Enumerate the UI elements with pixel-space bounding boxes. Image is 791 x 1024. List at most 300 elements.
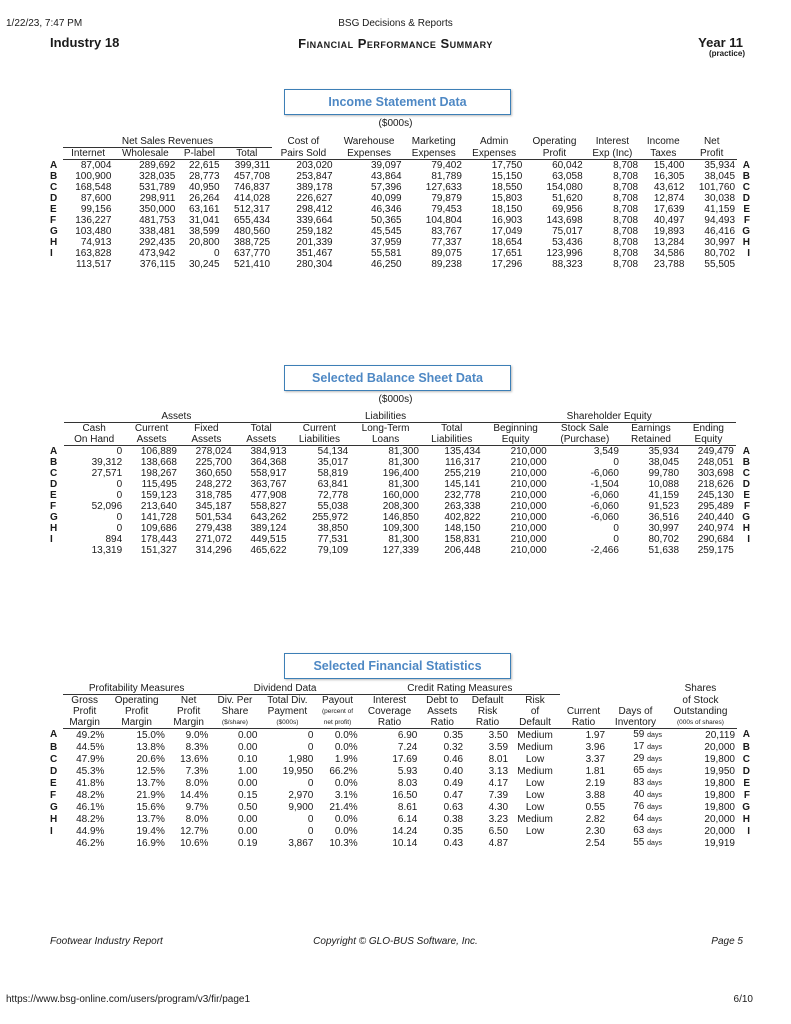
table-cell: 210,000 <box>510 490 547 501</box>
table-cell: 253,847 <box>296 171 333 182</box>
average-cell: 30,245 <box>188 259 220 270</box>
table-row <box>48 215 752 226</box>
table-cell: 0 <box>613 457 619 468</box>
net-sales-group: Net Sales Revenues <box>63 136 272 148</box>
table-cell: 148,150 <box>444 523 481 534</box>
table-cell: 0 <box>116 479 123 490</box>
table-cell: 77,337 <box>431 237 462 248</box>
table-cell: 75,017 <box>552 226 583 237</box>
table-cell: 0.0% <box>334 813 358 825</box>
table-cell: 0 <box>116 446 123 457</box>
table-cell: 350,000 <box>139 204 176 215</box>
average-cell: 259,175 <box>697 545 734 556</box>
table-cell: 136,227 <box>75 215 112 226</box>
col-head: Fixed <box>194 423 219 434</box>
table-cell: 41,159 <box>648 490 680 501</box>
table-cell: 44.9% <box>76 825 105 837</box>
table-row <box>48 171 752 182</box>
col-head: Pairs Sold <box>272 148 334 160</box>
table-cell: 20,800 <box>188 237 220 248</box>
col-head-unit: (percent of <box>321 708 354 715</box>
col-head: Retained <box>621 434 681 446</box>
spacer <box>737 717 752 729</box>
average-cell <box>607 837 664 849</box>
days-value: 40 <box>633 789 645 800</box>
row-label: I <box>50 825 53 837</box>
col-head: Stock Sale <box>560 423 609 434</box>
table-cell: 72,778 <box>317 490 349 501</box>
table-cell: 19,950 <box>282 765 314 777</box>
table-cell: 58,819 <box>317 468 349 479</box>
table-cell: 0 <box>116 490 123 501</box>
table-cell: 196,400 <box>382 468 419 479</box>
table-cell: 15.0% <box>136 729 165 741</box>
col-head: Admin <box>479 136 509 148</box>
row-label-right: A <box>742 729 750 741</box>
table-cell: 0 <box>613 534 619 545</box>
table-cell: 13,284 <box>653 237 685 248</box>
row-label: F <box>50 789 57 801</box>
row-label-right: E <box>743 204 750 215</box>
table-cell: 135,434 <box>444 446 481 457</box>
table-cell: 8,708 <box>613 226 639 237</box>
table-cell: 303,698 <box>697 468 734 479</box>
table-row <box>48 523 752 534</box>
days-unit: days <box>647 756 662 763</box>
practice-label: (practice) <box>708 49 745 58</box>
table-cell: 53,436 <box>552 237 583 248</box>
table-cell: 55,038 <box>317 501 349 512</box>
spacer <box>48 717 63 729</box>
row-label: D <box>50 193 58 204</box>
table-row <box>48 204 752 215</box>
table-cell: 20,000 <box>704 825 735 837</box>
table-cell: 16,305 <box>653 171 685 182</box>
table-cell: 35,017 <box>317 457 349 468</box>
table-cell: 894 <box>105 534 123 545</box>
col-head: Internet <box>63 148 114 160</box>
table-cell: 0 <box>116 512 123 523</box>
table-cell: Low <box>525 801 545 813</box>
table-cell: 5.93 <box>397 765 418 777</box>
table-cell: 12.7% <box>180 825 209 837</box>
table-cell: 225,700 <box>195 457 232 468</box>
table-cell: 15,150 <box>491 171 523 182</box>
col-head: Total Div. <box>267 695 308 706</box>
table-cell: 17,651 <box>491 248 523 259</box>
col-head: Beginning <box>493 423 538 434</box>
row-label-right: I <box>747 248 750 259</box>
table-cell: 0.35 <box>443 825 464 837</box>
table-cell: 255,972 <box>312 512 349 523</box>
row-label: A <box>50 159 58 171</box>
days-value: 76 <box>633 801 645 812</box>
col-head: Payout <box>321 695 354 706</box>
table-cell: 66.2% <box>329 765 358 777</box>
table-cell <box>607 765 664 777</box>
average-cell: 79,109 <box>317 545 349 556</box>
table-cell: 477,908 <box>250 490 287 501</box>
table-cell: 9,900 <box>288 801 314 813</box>
table-cell: 0.00 <box>237 777 258 789</box>
average-cell: 127,339 <box>382 545 419 556</box>
row-label-right: E <box>743 777 750 789</box>
row-label-right: C <box>742 182 750 193</box>
table-cell: 41.8% <box>76 777 105 789</box>
table-cell: 13.7% <box>136 813 165 825</box>
col-head-unit: net profit) <box>315 717 359 729</box>
table-cell: 201,339 <box>296 237 333 248</box>
income-table <box>48 136 752 270</box>
col-head: Expenses <box>335 148 404 160</box>
col-head: Inventory <box>607 717 664 729</box>
table-cell: 363,767 <box>250 479 287 490</box>
equity-group: Shareholder Equity <box>483 411 736 423</box>
table-cell: 81,300 <box>388 446 419 457</box>
days-value: 63 <box>633 825 645 836</box>
col-head: Loans <box>350 434 421 446</box>
table-cell: 21.9% <box>136 789 165 801</box>
table-cell <box>607 789 664 801</box>
table-row <box>48 479 752 490</box>
table-cell: 40,950 <box>188 182 220 193</box>
table-cell <box>607 777 664 789</box>
table-cell: 158,831 <box>444 534 481 545</box>
days-unit: days <box>647 792 662 799</box>
table-cell: 292,435 <box>139 237 176 248</box>
days-value: 83 <box>633 777 645 788</box>
table-cell: 15,803 <box>491 193 523 204</box>
table-cell: 0.00 <box>237 813 258 825</box>
table-cell: 328,035 <box>139 171 176 182</box>
table-cell: 16,903 <box>491 215 523 226</box>
row-label-right: I <box>747 825 750 837</box>
spacer <box>736 434 752 446</box>
table-cell: 50,365 <box>370 215 402 226</box>
table-cell: 28,773 <box>188 171 220 182</box>
stats-table <box>48 683 752 849</box>
row-label: G <box>50 226 58 237</box>
table-cell: 17,049 <box>491 226 523 237</box>
table-cell: 0.63 <box>443 801 464 813</box>
table-cell: 38,045 <box>648 457 680 468</box>
spacer <box>48 695 63 707</box>
table-cell: 8.3% <box>185 741 209 753</box>
table-cell: 399,311 <box>234 160 271 171</box>
average-cell: 10.14 <box>392 837 418 849</box>
table-cell: 60,042 <box>552 160 583 171</box>
col-head: Ratio <box>560 717 607 729</box>
average-row <box>48 837 752 849</box>
table-cell: 318,785 <box>195 490 232 501</box>
average-row <box>48 259 752 270</box>
table-cell: 402,822 <box>444 512 481 523</box>
row-label: G <box>50 801 58 813</box>
table-cell: 46,346 <box>370 204 402 215</box>
table-cell: 295,489 <box>697 501 734 512</box>
table-cell: 141,728 <box>140 512 177 523</box>
table-cell: 8,708 <box>613 193 639 204</box>
table-row <box>48 457 752 468</box>
table-cell: 0 <box>116 523 123 534</box>
col-head: of Stock <box>682 694 719 706</box>
table-cell: 48.2% <box>76 813 105 825</box>
table-cell: 37,959 <box>370 237 402 248</box>
row-label-right: A <box>742 159 750 171</box>
table-cell: 17,750 <box>491 160 523 171</box>
table-cell: 12,874 <box>653 193 685 204</box>
table-cell: 384,913 <box>250 446 287 457</box>
table-cell: 0.10 <box>237 753 258 765</box>
col-head: Net <box>703 136 720 148</box>
table-cell: 271,072 <box>195 534 232 545</box>
table-cell: 3.59 <box>488 741 509 753</box>
table-cell: 12.5% <box>136 765 165 777</box>
row-label-right: F <box>743 501 750 512</box>
spacer <box>736 423 752 435</box>
col-head: Payment <box>267 706 308 717</box>
days-unit: days <box>647 780 662 787</box>
table-cell: 351,467 <box>296 248 333 259</box>
col-head: Expenses <box>404 148 464 160</box>
profitability-group: Profitability Measures <box>63 683 211 695</box>
average-cell: 280,304 <box>296 259 333 270</box>
row-label-right: F <box>743 789 750 801</box>
col-head: Total <box>222 148 273 160</box>
table-cell: 7.24 <box>397 741 418 753</box>
income-units: ($000s) <box>378 118 413 129</box>
col-head: Gross <box>71 695 98 706</box>
row-label-right: H <box>742 237 750 248</box>
row-label: C <box>50 468 58 479</box>
table-cell: 22,615 <box>188 160 220 171</box>
spacer <box>737 706 752 717</box>
col-head: Profit <box>72 706 97 717</box>
table-cell: 100,900 <box>75 171 112 182</box>
table-cell: 1.00 <box>237 765 258 777</box>
average-cell: 55,505 <box>704 259 736 270</box>
spacer <box>48 683 63 695</box>
col-head: Total <box>441 423 463 434</box>
table-cell: 40,099 <box>370 193 402 204</box>
col-head-unit: ($000s) <box>259 717 315 729</box>
table-cell: 473,942 <box>139 248 176 259</box>
col-head: Risk <box>477 706 498 717</box>
table-cell: 30,997 <box>704 237 736 248</box>
table-cell: 127,633 <box>425 182 462 193</box>
table-cell: 6.90 <box>397 729 418 741</box>
table-cell: 14.24 <box>392 825 418 837</box>
average-cell: 46,250 <box>370 259 402 270</box>
col-head: On Hand <box>64 434 124 446</box>
spacer <box>48 434 64 446</box>
table-cell: 210,000 <box>510 534 547 545</box>
liabilities-group: Liabilities <box>289 411 483 423</box>
table-cell: 143,698 <box>546 215 583 226</box>
table-cell: 57,396 <box>370 182 402 193</box>
row-label-right: D <box>742 765 750 777</box>
col-head: Div. Per <box>217 695 253 706</box>
row-label-col-right <box>737 136 752 148</box>
table-row <box>48 468 752 479</box>
table-cell: 259,182 <box>296 226 333 237</box>
col-head: Equity <box>681 434 736 446</box>
col-head: Taxes <box>640 148 686 160</box>
row-label: C <box>50 753 58 765</box>
col-head-unit: ($/share) <box>210 717 259 729</box>
col-head: Exp (Inc) <box>585 148 640 160</box>
table-cell: 8.61 <box>397 801 418 813</box>
spacer <box>737 148 752 160</box>
table-cell: 3.13 <box>488 765 509 777</box>
table-cell: 106,889 <box>140 446 177 457</box>
table-row <box>48 813 752 825</box>
row-label: E <box>50 777 57 789</box>
row-label: H <box>50 237 58 248</box>
col-head: Ratio <box>360 717 420 729</box>
table-cell: 0.55 <box>585 801 606 813</box>
table-row <box>48 160 752 172</box>
col-head: Warehouse <box>343 136 395 148</box>
table-row <box>48 801 752 813</box>
table-cell: 39,097 <box>370 160 402 171</box>
table-cell: 208,300 <box>382 501 419 512</box>
table-cell: Low <box>525 753 545 765</box>
table-cell: 0.47 <box>443 789 464 801</box>
table-cell: 278,024 <box>195 446 232 457</box>
table-cell: 245,130 <box>697 490 734 501</box>
table-cell <box>607 753 664 765</box>
table-row <box>48 226 752 237</box>
print-doc-title: BSG Decisions & Reports <box>338 18 453 29</box>
table-cell: 15,400 <box>653 160 685 171</box>
table-cell: 26,264 <box>188 193 220 204</box>
table-cell: 6.14 <box>397 813 418 825</box>
days-value: 59 <box>633 729 645 740</box>
table-cell: 0.40 <box>443 765 464 777</box>
table-cell: 7.3% <box>185 765 209 777</box>
table-cell: 0.0% <box>334 729 358 741</box>
col-head: Cash <box>82 423 106 434</box>
table-cell: 52,096 <box>91 501 123 512</box>
table-cell: 77,531 <box>317 534 349 545</box>
table-row <box>48 193 752 204</box>
col-head: Assets <box>179 434 234 446</box>
row-label: H <box>50 813 58 825</box>
footer-left: Footwear Industry Report <box>50 936 163 947</box>
table-cell: 3.1% <box>334 789 358 801</box>
table-cell: 18,150 <box>491 204 523 215</box>
table-row <box>48 446 752 458</box>
table-row <box>48 182 752 193</box>
table-cell: 8.01 <box>488 753 509 765</box>
table-cell: 43,864 <box>370 171 402 182</box>
col-head: Wholesale <box>113 148 177 160</box>
row-label: A <box>50 729 58 741</box>
col-head: Assets <box>124 434 179 446</box>
col-head: Share <box>221 706 249 717</box>
table-cell: 1.97 <box>585 729 606 741</box>
table-cell: 55,581 <box>370 248 402 259</box>
table-cell: 255,219 <box>444 468 481 479</box>
table-cell: 43,612 <box>653 182 685 193</box>
table-cell: 3.96 <box>585 741 606 753</box>
col-head: of <box>530 706 540 717</box>
table-cell: 19,800 <box>704 789 735 801</box>
table-cell: 389,124 <box>250 523 287 534</box>
table-cell: Low <box>525 825 545 837</box>
table-cell: 145,141 <box>444 479 481 490</box>
table-cell: 0 <box>307 741 314 753</box>
table-cell: 1.81 <box>585 765 606 777</box>
table-cell: 39,312 <box>91 457 123 468</box>
table-cell: 74,913 <box>80 237 112 248</box>
table-cell: 40,497 <box>653 215 685 226</box>
table-cell: 655,434 <box>233 215 271 226</box>
table-cell: 263,338 <box>444 501 481 512</box>
balance-section-title: Selected Balance Sheet Data <box>284 365 511 391</box>
table-cell: 0 <box>307 813 314 825</box>
table-cell: 203,020 <box>296 160 333 171</box>
table-cell: 0.00 <box>237 825 258 837</box>
table-cell: 7.39 <box>488 789 509 801</box>
table-cell <box>607 741 664 753</box>
row-label: B <box>50 741 58 753</box>
table-cell: 637,770 <box>233 248 271 259</box>
table-cell: 30,997 <box>648 523 680 534</box>
table-cell: 35,934 <box>648 446 680 457</box>
table-cell: 210,000 <box>510 512 547 523</box>
row-label-right: E <box>743 490 750 501</box>
table-cell: 0.50 <box>237 801 258 813</box>
days-value: 65 <box>633 765 645 776</box>
col-head: Ratio <box>465 717 510 729</box>
table-cell: 210,000 <box>510 479 547 490</box>
table-row <box>48 729 752 742</box>
table-cell: -6,060 <box>590 512 619 523</box>
average-cell: 376,115 <box>139 259 176 270</box>
days-unit: days <box>647 828 662 835</box>
row-label: B <box>50 171 58 182</box>
average-cell: 0.19 <box>237 837 258 849</box>
days-value: 17 <box>633 741 645 752</box>
table-cell: 19,893 <box>653 226 685 237</box>
table-cell: 45,545 <box>370 226 402 237</box>
print-timestamp: 1/22/23, 7:47 PM <box>6 18 83 29</box>
table-cell: -6,060 <box>590 468 619 479</box>
table-cell: 101,760 <box>698 182 736 193</box>
table-cell: 18,550 <box>491 182 523 193</box>
table-cell <box>607 729 664 742</box>
income-body <box>48 160 752 271</box>
table-cell: 103,480 <box>75 226 112 237</box>
table-cell: 0 <box>613 523 619 534</box>
table-cell: 87,600 <box>80 193 112 204</box>
row-label: E <box>50 204 57 215</box>
average-cell: 17,296 <box>491 259 523 270</box>
table-cell: 8,708 <box>613 160 639 171</box>
table-row <box>48 741 752 753</box>
spacer <box>607 695 664 707</box>
average-cell: 19,919 <box>704 837 735 849</box>
table-cell: 8.0% <box>185 813 209 825</box>
row-label: F <box>50 501 57 512</box>
table-cell: 290,684 <box>697 534 734 545</box>
table-cell: 51,620 <box>552 193 583 204</box>
table-cell: 63,058 <box>552 171 583 182</box>
table-cell: 0 <box>307 777 314 789</box>
col-head: Profit <box>686 148 737 160</box>
